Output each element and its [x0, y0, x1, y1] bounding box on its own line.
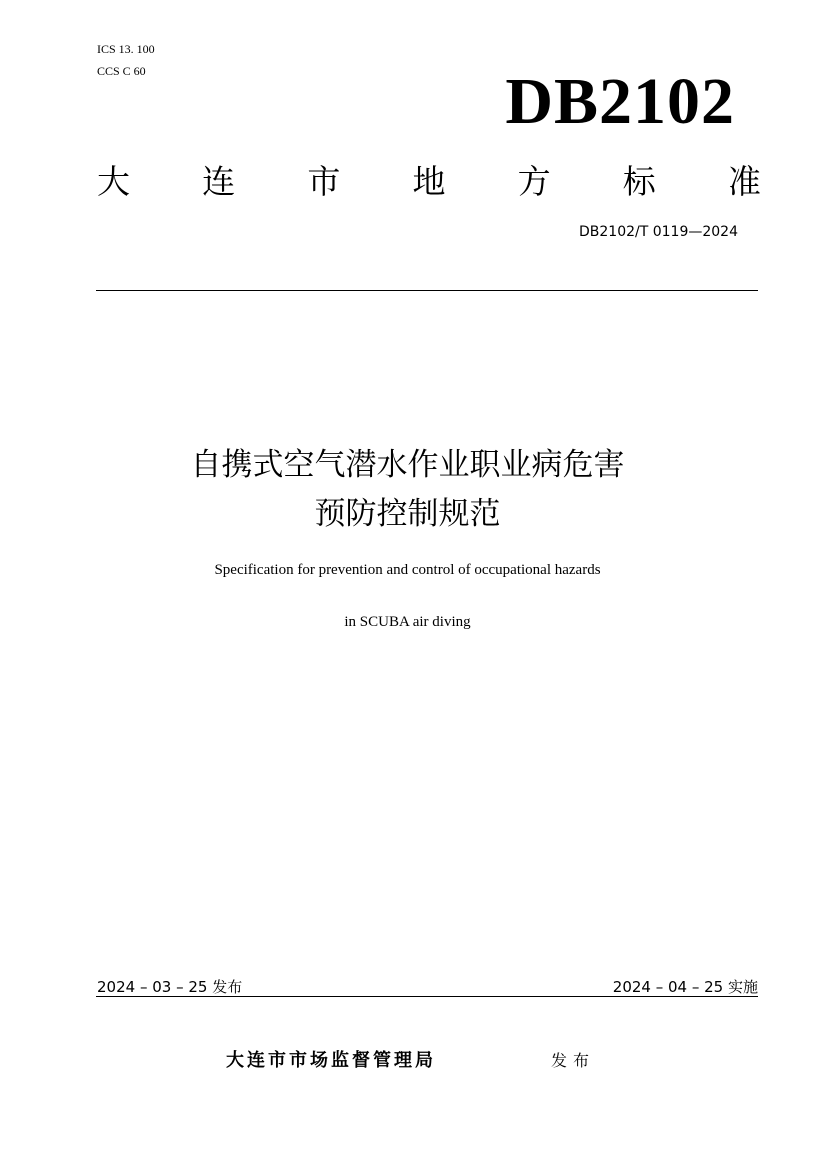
- title-chinese-line-2: 预防控制规范: [314, 496, 501, 532]
- ccs-code: CCS C 60: [97, 64, 146, 78]
- issuing-authority: 大连市市场监督管理局: [226, 1050, 436, 1071]
- standard-type-char: 标: [622, 161, 656, 201]
- issuing-action: 发布: [551, 1051, 596, 1070]
- title-english-line-1: Specification for prevention and control of occupational hazards: [214, 562, 601, 578]
- standard-type-char: 连: [202, 161, 236, 201]
- publish-date: 2024 – 03 – 25 发布: [97, 978, 243, 996]
- title-chinese-line-1: 自携式空气潜水作业职业病危害: [190, 447, 625, 483]
- standard-type-char: 地: [412, 161, 446, 201]
- standard-type-char: 大: [97, 161, 130, 201]
- standard-type-char: 准: [727, 161, 761, 201]
- standard-type-title: [97, 158, 761, 200]
- header-divider: [96, 290, 758, 291]
- standard-code-heading: DB2102: [505, 65, 735, 138]
- standard-number: DB2102/T 0119—2024: [579, 224, 738, 240]
- standard-type-char: 方: [517, 161, 551, 201]
- implement-date: 2024 – 04 – 25 实施: [612, 978, 758, 996]
- footer-divider: [96, 996, 758, 997]
- standard-type-char: 市: [307, 161, 341, 201]
- ics-code: ICS 13. 100: [97, 42, 155, 56]
- title-english-line-2: in SCUBA air diving: [344, 614, 471, 630]
